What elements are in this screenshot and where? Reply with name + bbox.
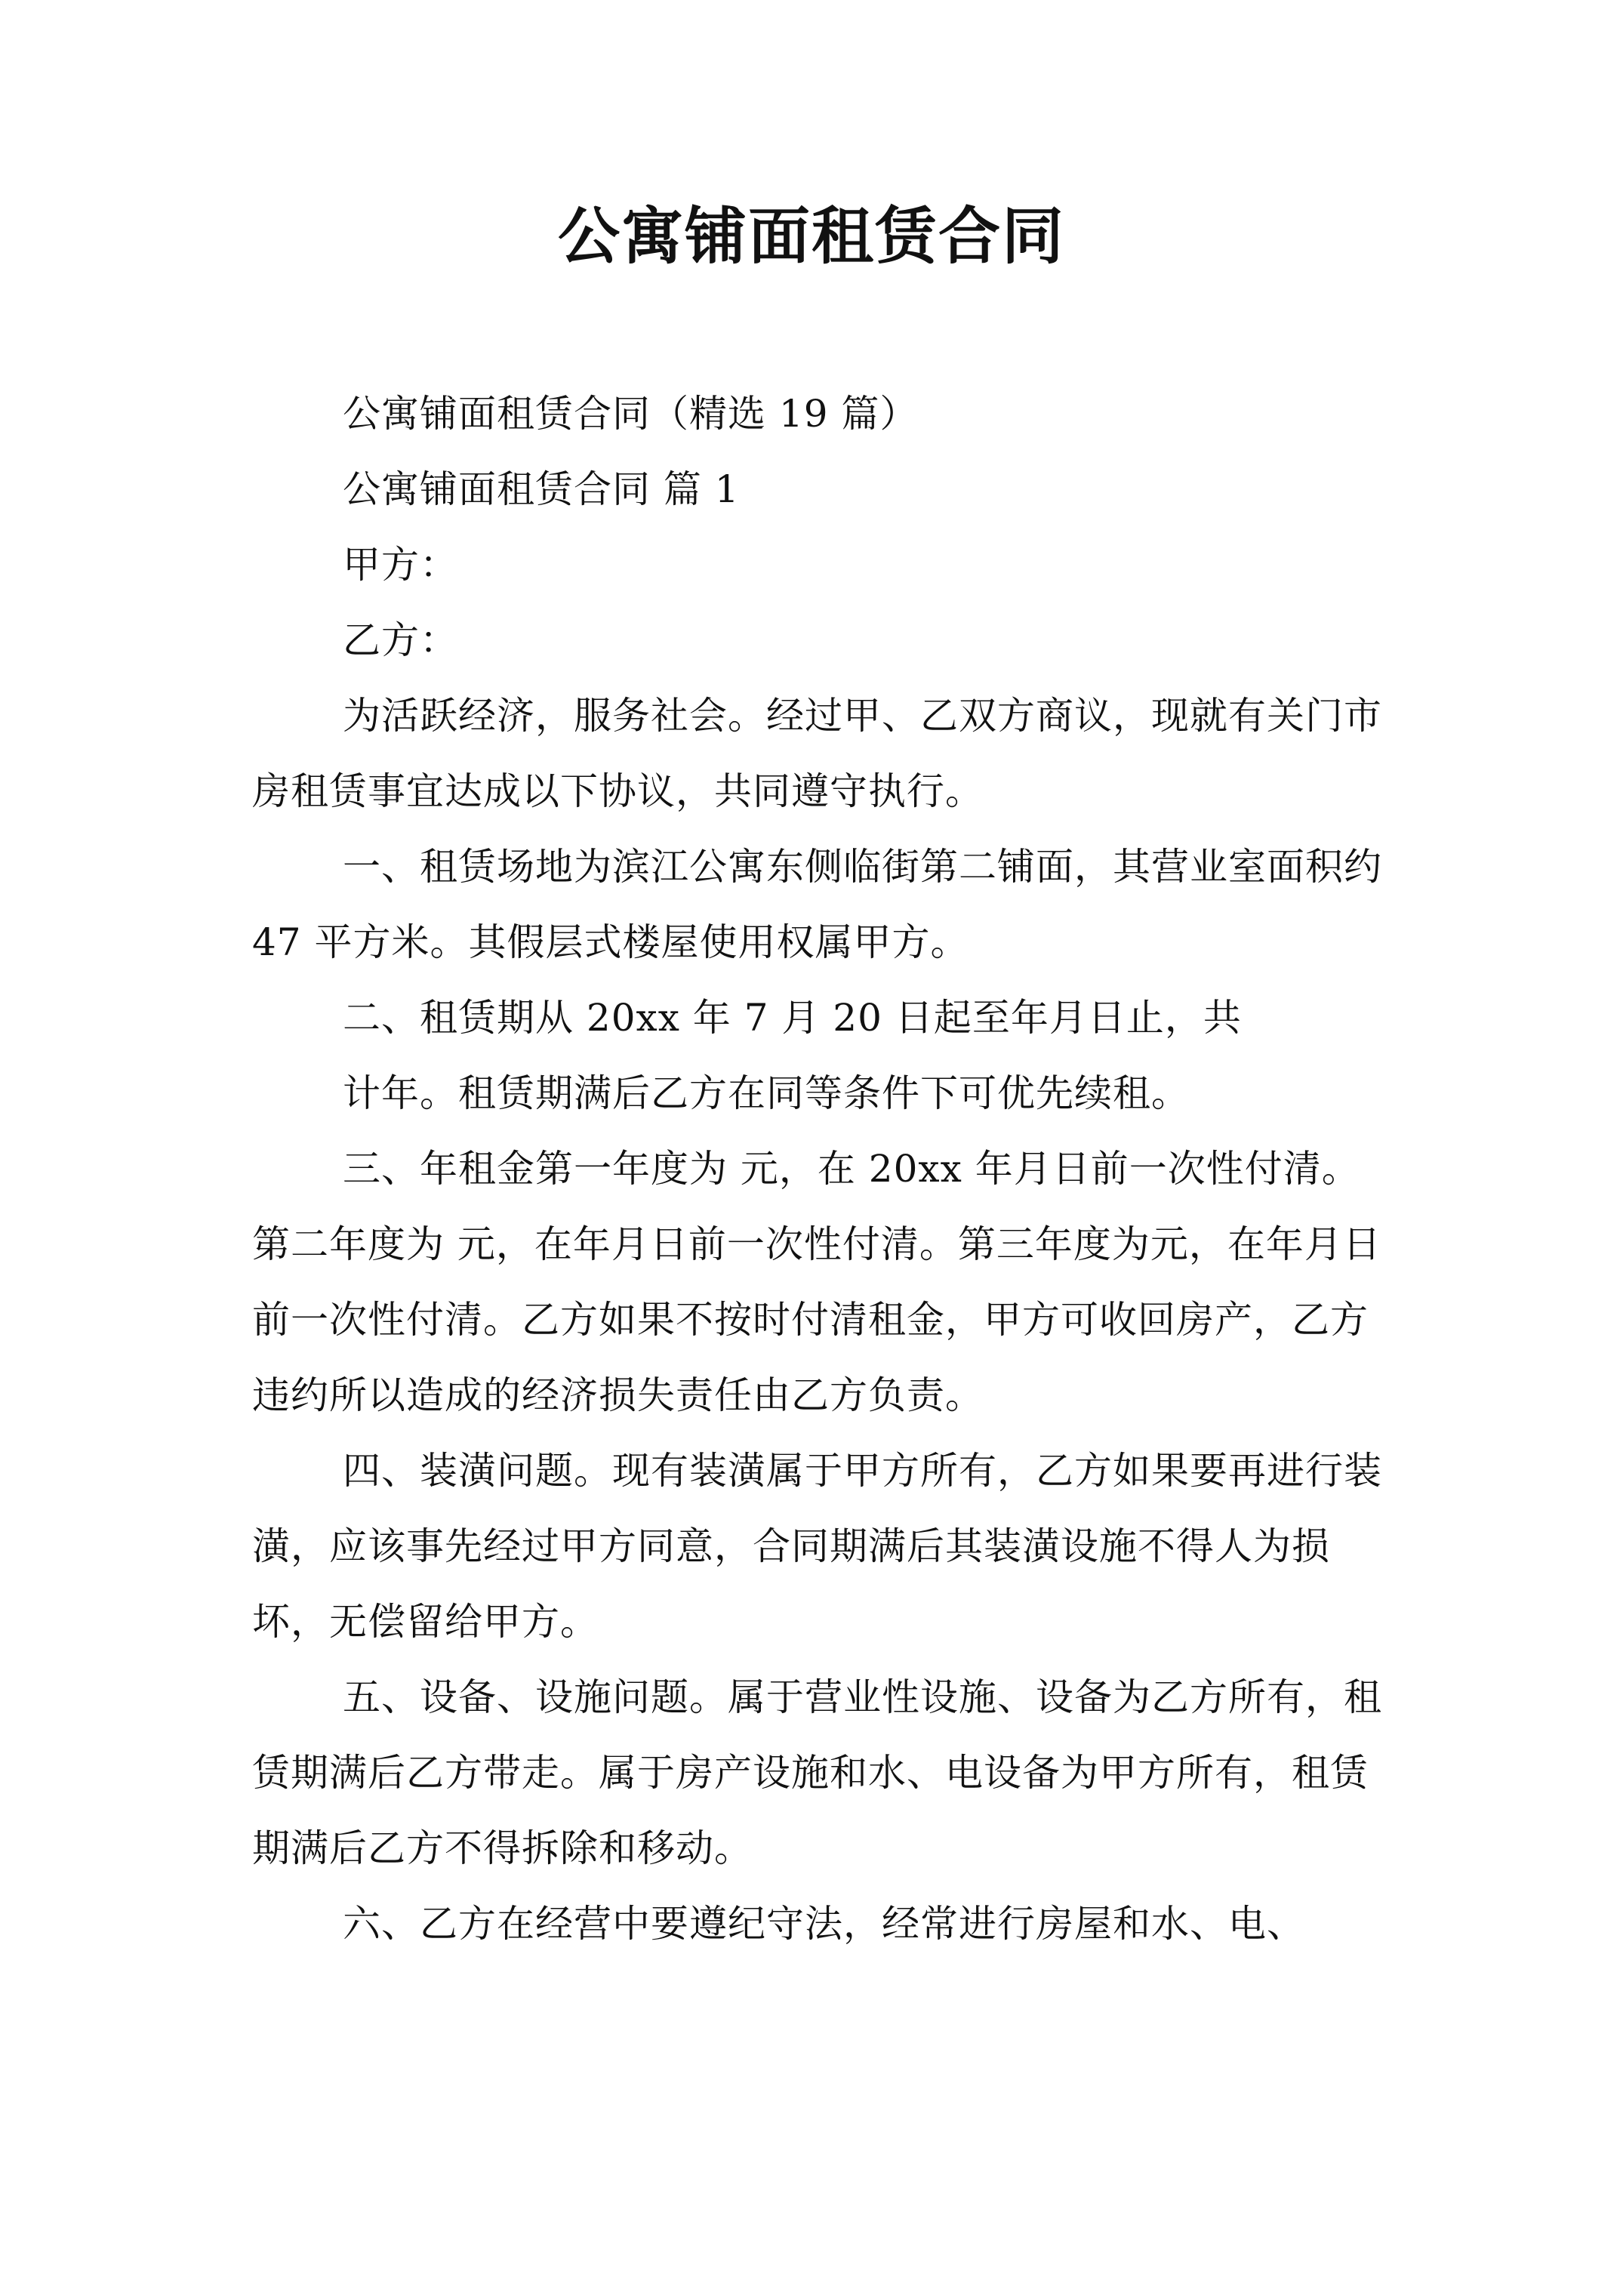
clause-5-paragraph: 五、设备、设施问题。属于营业性设施、设备为乙方所有，租赁期满后乙方带走。属于房产设施和水、电设备为甲方所有，租赁期满后乙方不得拆除和移动。 xyxy=(252,1675,1382,1870)
clause-6-paragraph: 六、乙方在经营中要遵纪守法，经常进行房屋和水、电、 xyxy=(343,1902,1305,1946)
section-heading: 公寓铺面租赁合同 篇 1 xyxy=(343,467,740,511)
clause-1-paragraph: 一、租赁场地为滨江公寓东侧临街第二铺面，其营业室面积约 47 平方米。其假层式楼屋使用权属甲方。 xyxy=(252,845,1382,964)
party-a-line: 甲方： xyxy=(343,543,458,587)
intro-paragraph: 为活跃经济，服务社会。经过甲、乙双方商议，现就有关门市房租赁事宜达成以下协议，共同遵守执行。 xyxy=(252,694,1382,813)
document-title: 公寓铺面租赁合同 xyxy=(557,200,1065,273)
clause-4-paragraph: 四、装潢问题。现有装潢属于甲方所有，乙方如果要再进行装潢，应该事先经过甲方同意，合同期满后其装潢设施不得人为损坏，无偿留给甲方。 xyxy=(252,1449,1382,1644)
party-b-line: 乙方： xyxy=(343,618,458,662)
clause-3-paragraph: 三、年租金第一年度为 元，在 20xx 年月日前一次性付清。第二年度为 元，在年月日前一次性付清。第三年度为元，在年月日前一次性付清。乙方如果不按时付清租金，甲方可收回房产，乙方违约所以造成的经济损失责任由乙方负责。 xyxy=(252,1147,1381,1417)
clause-2-paragraph-a: 二、租赁期从 20xx 年 7 月 20 日起至年月日止，共 xyxy=(343,996,1242,1040)
clause-2-paragraph-b: 计年。租赁期满后乙方在同等条件下可优先续租。 xyxy=(343,1071,1190,1115)
subtitle-paragraph: 公寓铺面租赁合同（精选 19 篇） xyxy=(343,392,919,436)
document-body xyxy=(252,376,1392,1962)
